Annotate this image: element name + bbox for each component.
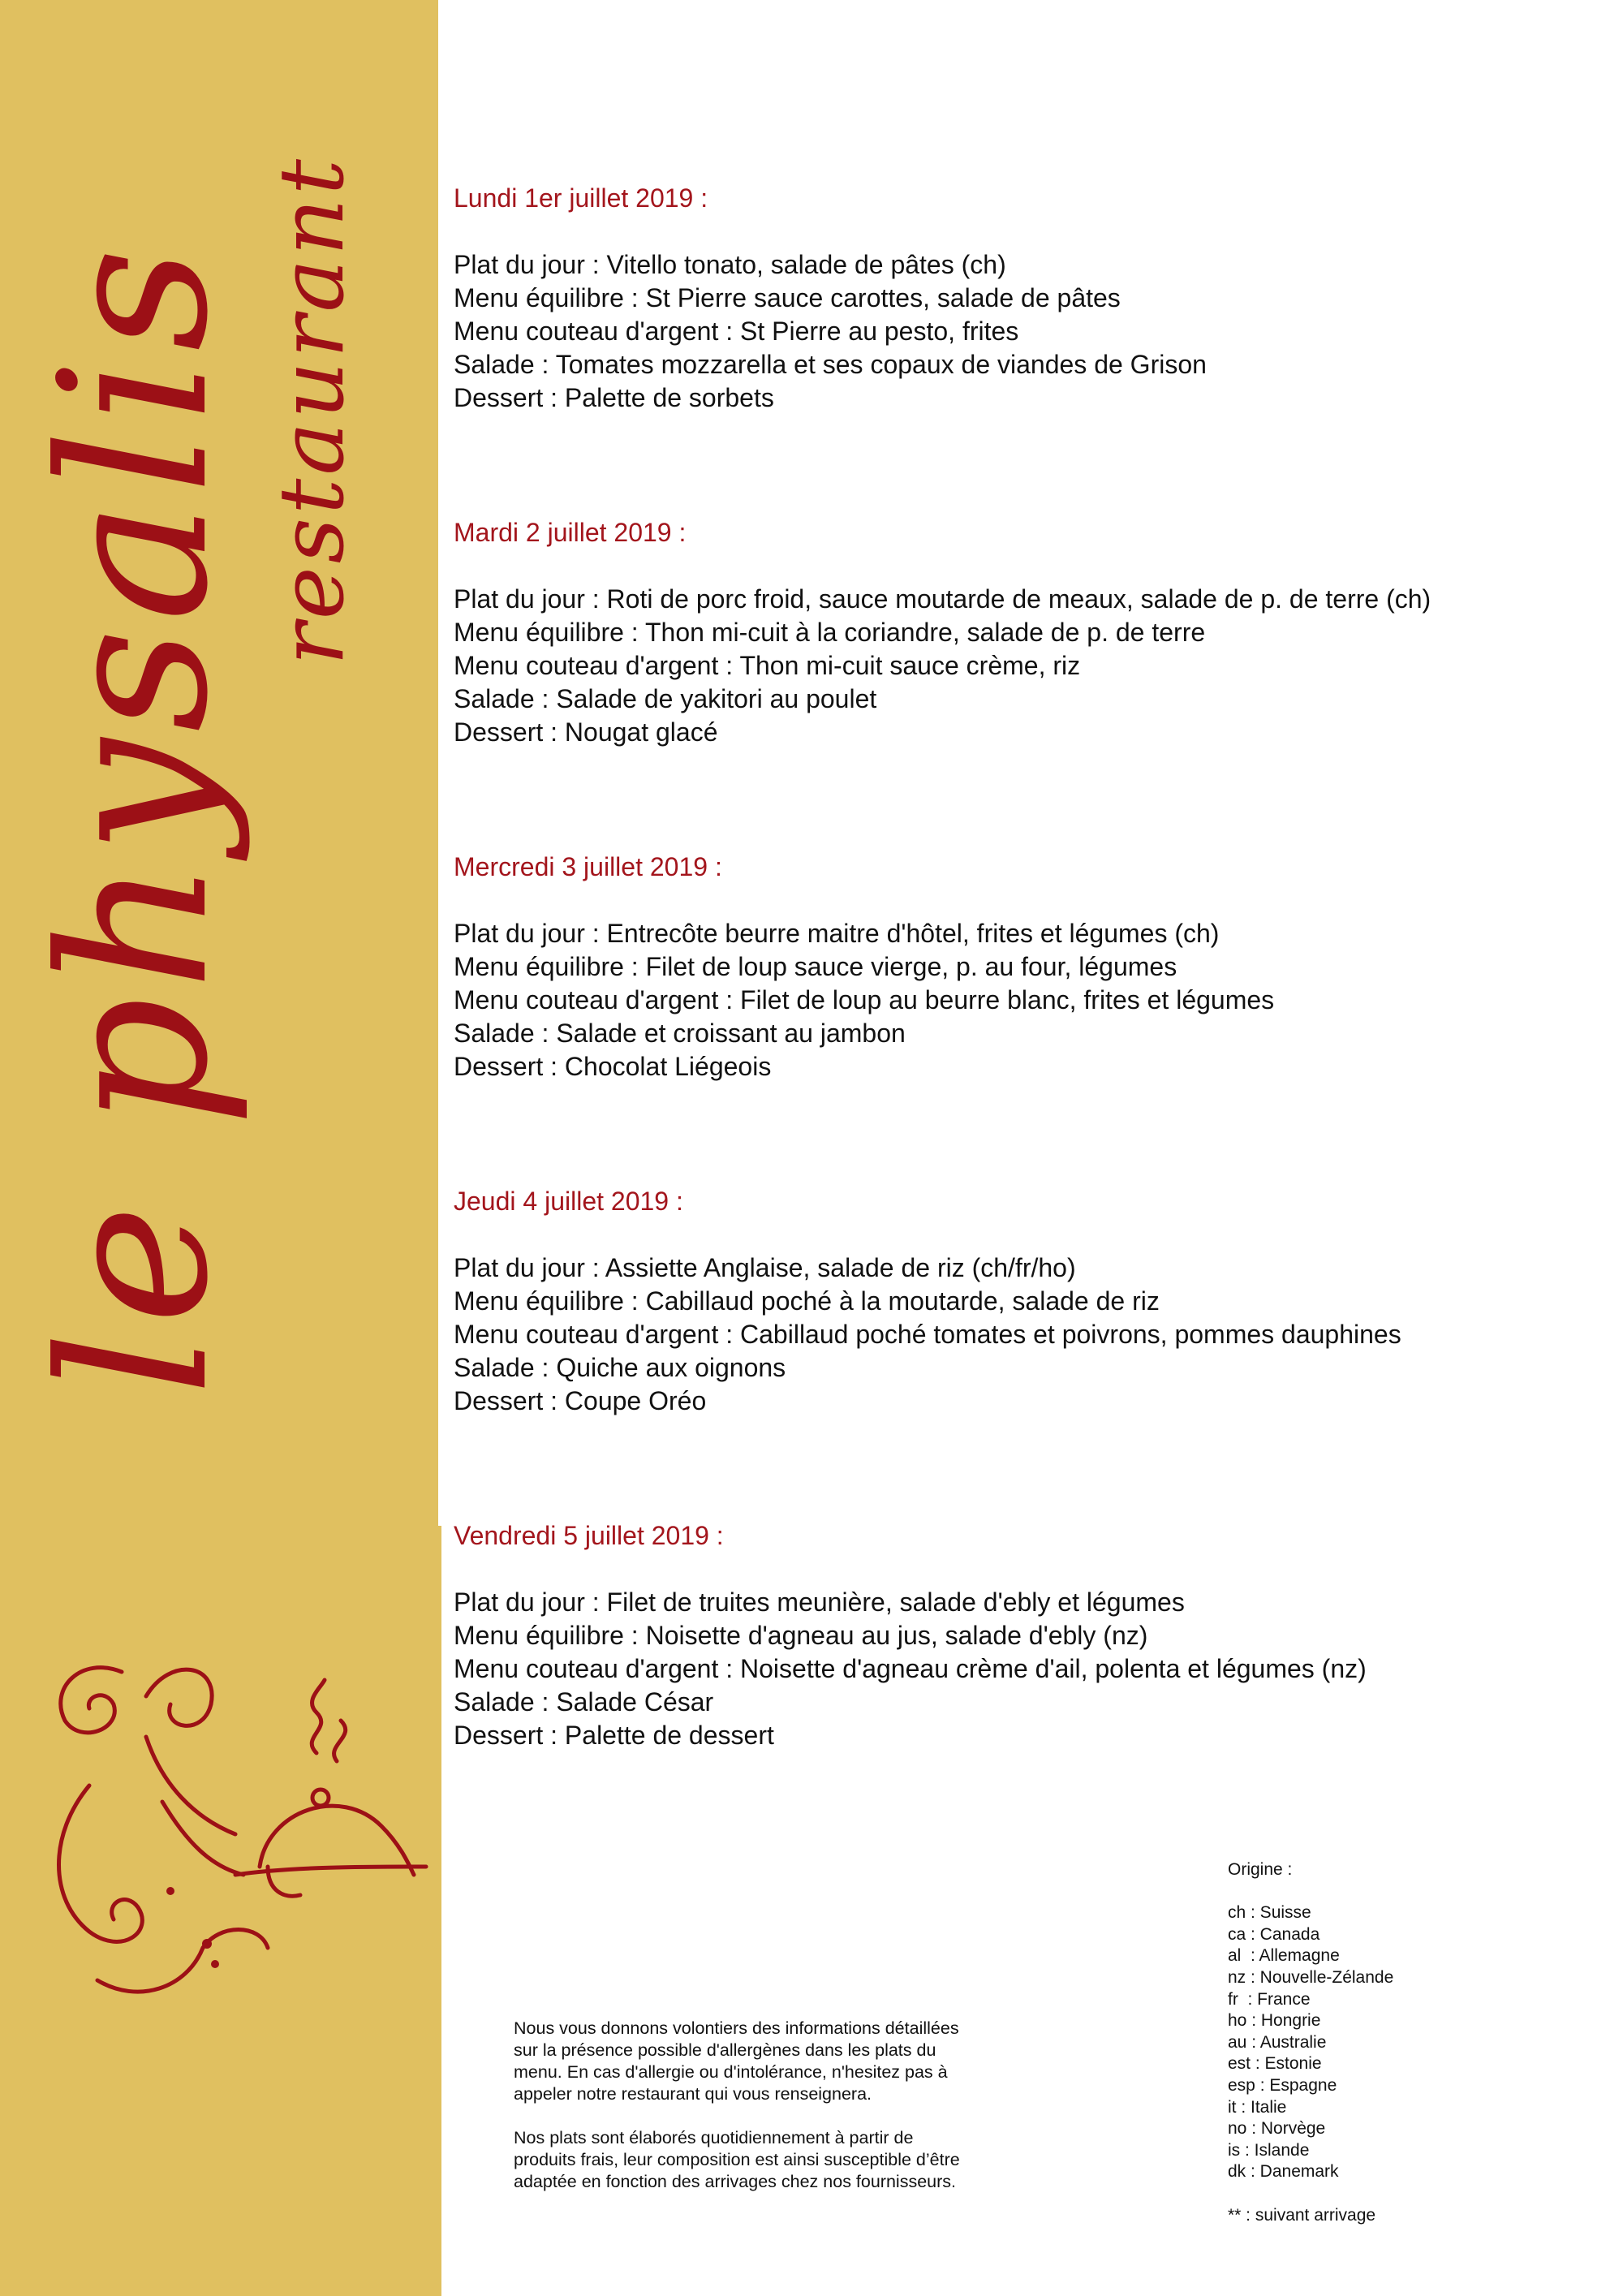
dish-menu-equilibre: Menu équilibre : Filet de loup sauce vierge, p. au four, légumes (454, 952, 1177, 981)
dish-salade: Salade : Tomates mozzarella et ses copaux de viandes de Grison (454, 350, 1207, 379)
day-title: Mercredi 3 juillet 2019 : (454, 852, 722, 881)
dish-salade: Salade : Salade de yakitori au poulet (454, 684, 877, 713)
dish-menu-couteau: Menu couteau d'argent : Filet de loup au beurre blanc, frites et légumes (454, 985, 1275, 1014)
dish-menu-equilibre: Menu équilibre : Cabillaud poché à la moutarde, salade de riz (454, 1286, 1160, 1316)
day-title: Lundi 1er juillet 2019 : (454, 183, 708, 213)
origin-item: ca : Canada (1228, 1924, 1320, 1944)
origin-item: al : Allemagne (1228, 1946, 1340, 1966)
note-line: appeler notre restaurant qui vous renseignera. (514, 2084, 872, 2104)
dish-dessert: Dessert : Coupe Oréo (454, 1386, 707, 1415)
day-section (454, 516, 1606, 851)
dish-menu-equilibre: Menu équilibre : Thon mi-cuit à la coriandre, salade de p. de terre (454, 618, 1206, 647)
origin-item: dk : Danemark (1228, 2162, 1339, 2182)
dish-menu-couteau: Menu couteau d'argent : Noisette d'agneau crème d'ail, polenta et légumes (nz) (454, 1654, 1367, 1683)
dish-dessert: Dessert : Nougat glacé (454, 717, 718, 747)
origin-item: fr : France (1228, 1989, 1311, 2009)
day-section (454, 851, 1606, 1185)
dish-menu-equilibre: Menu équilibre : Noisette d'agneau au jus, salade d'ebly (nz) (454, 1621, 1148, 1650)
origin-title: Origine : (1228, 1860, 1293, 1879)
origin-item: est : Estonie (1228, 2054, 1322, 2074)
dish-dessert: Dessert : Palette de sorbets (454, 383, 774, 412)
cloche-illustration (0, 0, 438, 2296)
day-section (454, 182, 1606, 516)
dish-plat-du-jour: Plat du jour : Roti de porc froid, sauce moutarde de meaux, salade de p. de terre (ch) (454, 584, 1431, 614)
day-section (454, 1185, 1606, 1519)
origin-item: nz : Nouvelle-Zélande (1228, 1967, 1394, 1987)
day-title: Vendredi 5 juillet 2019 : (454, 1521, 724, 1550)
origin-item: au : Australie (1228, 2032, 1327, 2052)
note-line: menu. En cas d'allergie ou d'intolérance, n'hesitez pas à (514, 2062, 948, 2082)
dish-menu-couteau: Menu couteau d'argent : Cabillaud poché tomates et poivrons, pommes dauphines (454, 1320, 1401, 1349)
dish-menu-equilibre: Menu équilibre : St Pierre sauce carottes, salade de pâtes (454, 283, 1121, 312)
note-line: produits frais, leur composition est ainsi susceptible d’être (514, 2150, 960, 2169)
dish-dessert: Dessert : Chocolat Liégeois (454, 1052, 772, 1081)
note-line: adaptée en fonction des arrivages chez nos fournisseurs. (514, 2172, 956, 2191)
dish-plat-du-jour: Plat du jour : Assiette Anglaise, salade de riz (ch/fr/ho) (454, 1253, 1076, 1282)
dish-salade: Salade : Salade et croissant au jambon (454, 1019, 906, 1048)
origin-legend (1228, 1859, 1393, 2226)
logo-subtitle: restaurant (260, 156, 364, 666)
day-title: Jeudi 4 juillet 2019 : (454, 1187, 683, 1216)
origin-item: esp : Espagne (1228, 2075, 1337, 2095)
origin-item: no : Norvège (1228, 2119, 1326, 2139)
origin-item: ho : Hongrie (1228, 2011, 1321, 2031)
note-line: Nos plats sont élaborés quotidiennement à partir de (514, 2128, 914, 2147)
origin-item: it : Italie (1228, 2097, 1287, 2117)
weekly-menu (454, 182, 1606, 1854)
dish-menu-couteau: Menu couteau d'argent : St Pierre au pesto, frites (454, 317, 1019, 346)
allergen-note (514, 2018, 1098, 2193)
dish-plat-du-jour: Plat du jour : Filet de truites meunière, salade d'ebly et légumes (454, 1587, 1185, 1617)
logo-text: le physalis (16, 240, 252, 1396)
freshness-paragraph (514, 2127, 1098, 2193)
day-section (454, 1519, 1606, 1854)
origin-footnote: ** : suivant arrivage (1228, 2205, 1376, 2225)
dish-plat-du-jour: Plat du jour : Entrecôte beurre maitre d'hôtel, frites et légumes (ch) (454, 919, 1220, 948)
allergen-paragraph (514, 2018, 1098, 2105)
day-title: Mardi 2 juillet 2019 : (454, 518, 687, 547)
dish-salade: Salade : Salade César (454, 1687, 714, 1717)
dish-plat-du-jour: Plat du jour : Vitello tonato, salade de pâtes (ch) (454, 250, 1006, 279)
origin-item: is : Islande (1228, 2140, 1310, 2160)
note-line: sur la présence possible d'allergènes dans les plats du (514, 2040, 936, 2060)
origin-item: ch : Suisse (1228, 1903, 1311, 1923)
dish-dessert: Dessert : Palette de dessert (454, 1721, 774, 1750)
note-line: Nous vous donnons volontiers des informations détaillées (514, 2018, 959, 2038)
dish-menu-couteau: Menu couteau d'argent : Thon mi-cuit sauce crème, riz (454, 651, 1081, 680)
dish-salade: Salade : Quiche aux oignons (454, 1353, 786, 1382)
